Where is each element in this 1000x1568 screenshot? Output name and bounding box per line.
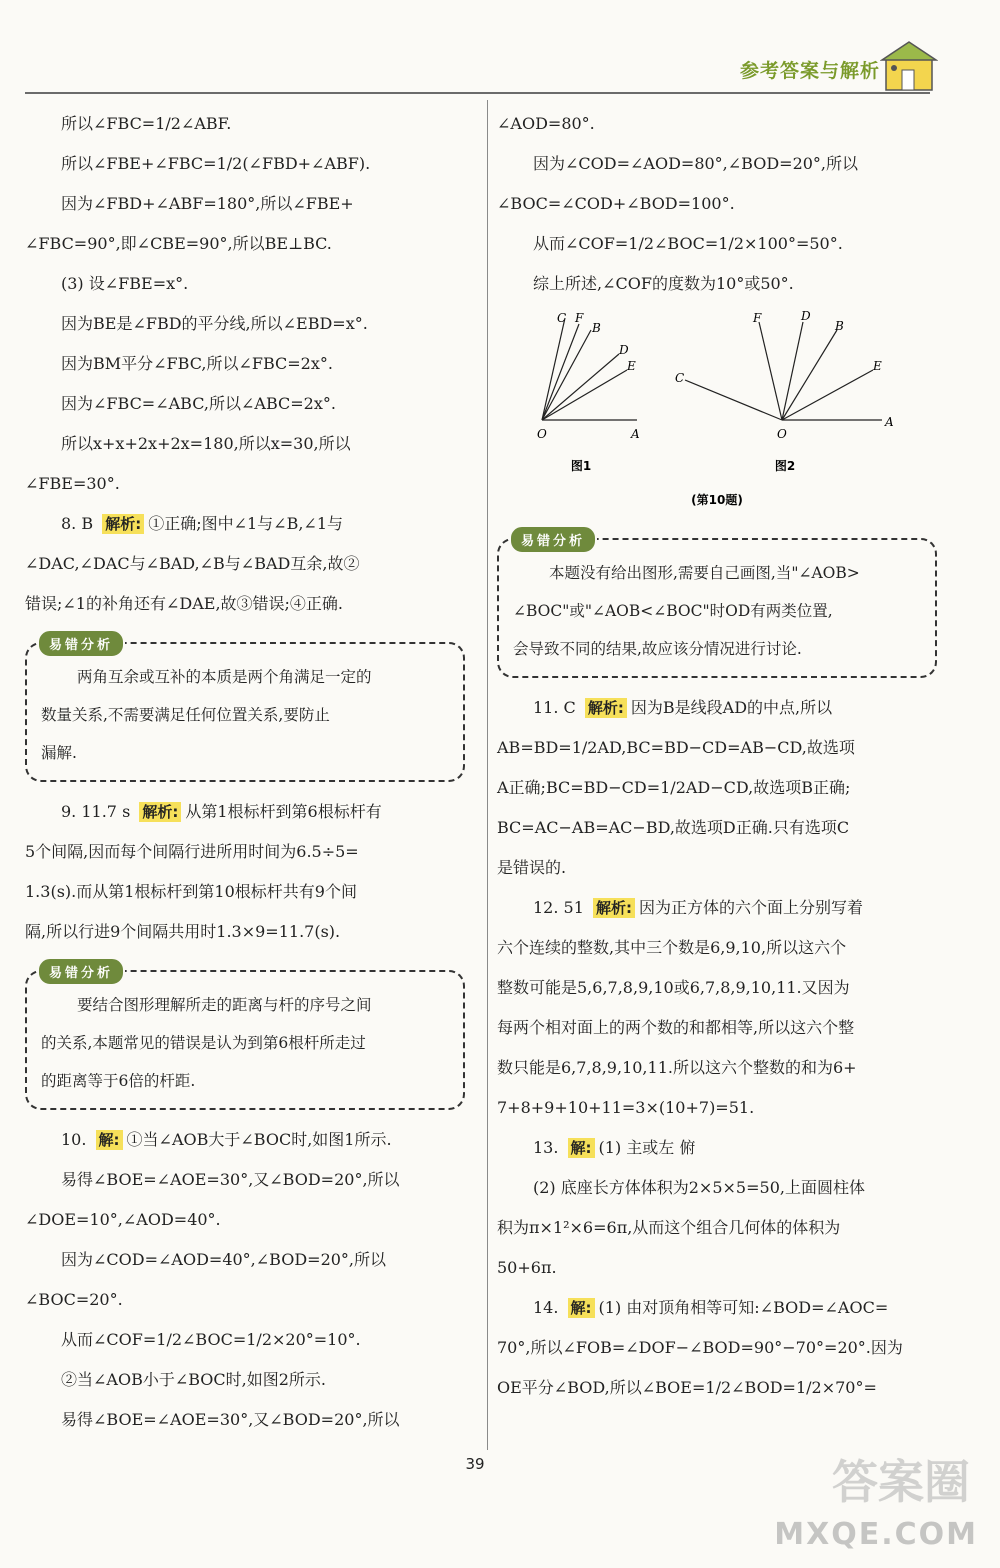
- question-number: 10.: [61, 1130, 87, 1149]
- text-line: ①当∠AOB大于∠BOC时,如图1所示.: [126, 1130, 392, 1149]
- text-line: 从而∠COF=1/2∠BOC=1/2×100°=50°.: [533, 234, 843, 253]
- text-line: 1.3(s).而从第1根标杆到第10根标杆共有9个间: [25, 882, 357, 901]
- box-label: 易错分析: [37, 957, 125, 986]
- text-line: 因为∠FBC=∠ABC,所以∠ABC=2x°.: [61, 394, 336, 413]
- text-line: 从第1根标杆到第6根标杆有: [185, 802, 382, 821]
- text-line: 错误;∠1的补角还有∠DAE,故③错误;④正确.: [25, 594, 344, 613]
- box-text: 两角互余或互补的本质是两个角满足一定的: [77, 668, 372, 686]
- question-number: 13.: [533, 1138, 559, 1157]
- text-line: BC=AC−AB=AC−BD,故选项D正确.只有选项C: [497, 818, 850, 837]
- text-line: (2) 底座长方体体积为2×5×5=50,上面圆柱体: [533, 1178, 865, 1197]
- box-text: 数量关系,不需要满足任何位置关系,要防止: [41, 706, 330, 724]
- text-line: 易得∠BOE=∠AOE=30°,又∠BOD=20°,所以: [61, 1410, 400, 1429]
- text-line: ∠BOC=∠COD+∠BOD=100°.: [497, 194, 735, 213]
- analysis-tag: 解析:: [593, 898, 635, 918]
- text-line: (1) 由对顶角相等可知:∠BOD=∠AOC=: [598, 1298, 889, 1317]
- header-rule: [25, 92, 930, 94]
- text-line: AB=BD=1/2AD,BC=BD−CD=AB−CD,故选项: [497, 738, 855, 757]
- text-line: 因为BM平分∠FBC,所以∠FBC=2x°.: [61, 354, 333, 373]
- box-label: 易错分析: [37, 629, 125, 658]
- box-text: 的关系,本题常见的错误是认为到第6根杆所走过: [41, 1034, 366, 1052]
- fig1-label-f: F: [575, 311, 584, 325]
- figure-2-caption: 图2: [774, 459, 796, 473]
- box-text: 要结合图形理解所走的距离与杆的序号之间: [77, 996, 372, 1014]
- question-10: [25, 1120, 465, 1160]
- text-line: 50+6π.: [497, 1258, 557, 1277]
- fig2-label-d: D: [801, 310, 811, 323]
- house-icon: [880, 40, 938, 92]
- question-number: 11. C: [533, 698, 576, 717]
- text-line: 积为π×1²×6=6π,从而这个组合几何体的体积为: [497, 1218, 841, 1237]
- box-text: 的距离等于6倍的杆距.: [41, 1072, 196, 1090]
- text-line: ①正确;图中∠1与∠B,∠1与: [148, 514, 344, 533]
- text-line: 隔,所以行进9个间隔共用时1.3×9=11.7(s).: [25, 922, 341, 941]
- fig1-label-d: D: [619, 343, 629, 357]
- left-column: [25, 104, 465, 1440]
- page-number: 39: [465, 1455, 485, 1473]
- text-line: (3) 设∠FBE=x°.: [61, 274, 189, 293]
- text-line: ∠DAC,∠DAC与∠BAD,∠B与∠BAD互余,故②: [25, 554, 360, 573]
- figure-2-lines: [685, 322, 882, 420]
- text-line: 因为∠COD=∠AOD=40°,∠BOD=20°,所以: [61, 1250, 387, 1269]
- figure-title: (第10题): [691, 493, 743, 507]
- text-line: 每两个相对面上的两个数的和都相等,所以这六个整: [497, 1018, 855, 1037]
- fig1-label-a: A: [631, 427, 640, 441]
- question-14: [497, 1288, 937, 1328]
- text-line: 因为正方体的六个面上分别写着: [638, 898, 863, 917]
- watermark-site: MXQE.COM: [774, 1517, 978, 1552]
- solution-tag: 解:: [96, 1130, 123, 1150]
- analysis-tag: 解析:: [139, 802, 181, 822]
- text-line: 所以∠FBC=1/2∠ABF.: [61, 114, 232, 133]
- question-13: [497, 1128, 937, 1168]
- question-12: [497, 888, 937, 928]
- text-line: ∠FBE=30°.: [25, 474, 120, 493]
- question-11: [497, 688, 937, 728]
- analysis-tag: 解析:: [585, 698, 627, 718]
- error-analysis-box: [25, 638, 465, 782]
- text-line: (1) 主或左 俯: [598, 1138, 696, 1157]
- question-number: 9. 11.7 s: [61, 802, 131, 821]
- fig2-label-e: E: [873, 359, 882, 373]
- solution-tag: 解:: [568, 1138, 595, 1158]
- text-line: 因为BE是∠FBD的平分线,所以∠EBD=x°.: [61, 314, 368, 333]
- question-9: [25, 792, 465, 832]
- figures-q10: [497, 310, 937, 520]
- watermark-cn: 答案圈: [832, 1455, 970, 1509]
- box-text: ∠BOC"或"∠AOB<∠BOC"时OD有两类位置,: [513, 602, 833, 620]
- fig1-label-o: O: [537, 427, 547, 441]
- fig2-label-b: B: [835, 319, 844, 333]
- question-8: [25, 504, 465, 544]
- error-analysis-box: [25, 966, 465, 1110]
- question-number: 8. B: [61, 514, 94, 533]
- figure-1-caption: 图1: [570, 459, 592, 473]
- text-line: 数只能是6,7,8,9,10,11.所以这六个整数的和为6+: [497, 1058, 857, 1077]
- text-line: 六个连续的整数,其中三个数是6,9,10,所以这六个: [497, 938, 847, 957]
- text-line: A正确;BC=BD−CD=1/2AD−CD,故选项B正确;: [497, 778, 851, 797]
- watermark: [774, 1454, 990, 1564]
- fig1-label-e: E: [627, 359, 636, 373]
- text-line: 从而∠COF=1/2∠BOC=1/2×20°=10°.: [61, 1330, 361, 1349]
- fig1-label-c: C: [557, 311, 567, 325]
- fig2-label-o: O: [777, 427, 787, 441]
- text-line: ∠BOC=20°.: [25, 1290, 123, 1309]
- text-line: 7+8+9+10+11=3×(10+7)=51.: [497, 1098, 755, 1117]
- header-title: 参考答案与解析: [739, 60, 880, 82]
- right-column: [497, 104, 937, 1408]
- analysis-tag: 解析:: [102, 514, 144, 534]
- error-analysis-box: [497, 534, 937, 678]
- fig2-label-c: C: [675, 371, 685, 385]
- question-number: 12. 51: [533, 898, 584, 917]
- text-line: ②当∠AOB小于∠BOC时,如图2所示.: [61, 1370, 327, 1389]
- text-line: OE平分∠BOD,所以∠BOE=1/2∠BOD=1/2×70°=: [497, 1378, 877, 1397]
- fig1-label-b: B: [592, 321, 601, 335]
- text-line: ∠AOD=80°.: [497, 114, 595, 133]
- text-line: 综上所述,∠COF的度数为10°或50°.: [533, 274, 794, 293]
- text-line: 因为∠FBD+∠ABF=180°,所以∠FBE+: [61, 194, 354, 213]
- box-text: 本题没有给出图形,需要自己画图,当"∠AOB>: [549, 564, 860, 582]
- fig2-label-f: F: [753, 311, 762, 325]
- figure-1: [497, 310, 937, 520]
- box-text: 会导致不同的结果,故应该分情况进行讨论.: [513, 640, 802, 658]
- fig2-label-a: A: [885, 415, 894, 429]
- text-line: 易得∠BOE=∠AOE=30°,又∠BOD=20°,所以: [61, 1170, 400, 1189]
- text-line: 是错误的.: [497, 858, 567, 877]
- text-line: 因为B是线段AD的中点,所以: [630, 698, 833, 717]
- text-line: 因为∠COD=∠AOD=80°,∠BOD=20°,所以: [533, 154, 859, 173]
- box-label: 易错分析: [509, 525, 597, 554]
- text-line: 70°,所以∠FOB=∠DOF−∠BOD=90°−70°=20°.因为: [497, 1338, 903, 1357]
- box-text: 漏解.: [41, 744, 77, 762]
- figure-1-lines: [542, 318, 637, 420]
- solution-tag: 解:: [568, 1298, 595, 1318]
- text-line: 整数可能是5,6,7,8,9,10或6,7,8,9,10,11.又因为: [497, 978, 850, 997]
- text-line: ∠DOE=10°,∠AOD=40°.: [25, 1210, 221, 1229]
- text-line: 所以∠FBE+∠FBC=1/2(∠FBD+∠ABF).: [61, 154, 371, 173]
- text-line: 所以x+x+2x+2x=180,所以x=30,所以: [61, 434, 351, 453]
- text-line: 5个间隔,因而每个间隔行进所用时间为6.5÷5=: [25, 842, 359, 861]
- text-line: ∠FBC=90°,即∠CBE=90°,所以BE⊥BC.: [25, 234, 332, 253]
- column-divider: [487, 100, 488, 1450]
- question-number: 14.: [533, 1298, 559, 1317]
